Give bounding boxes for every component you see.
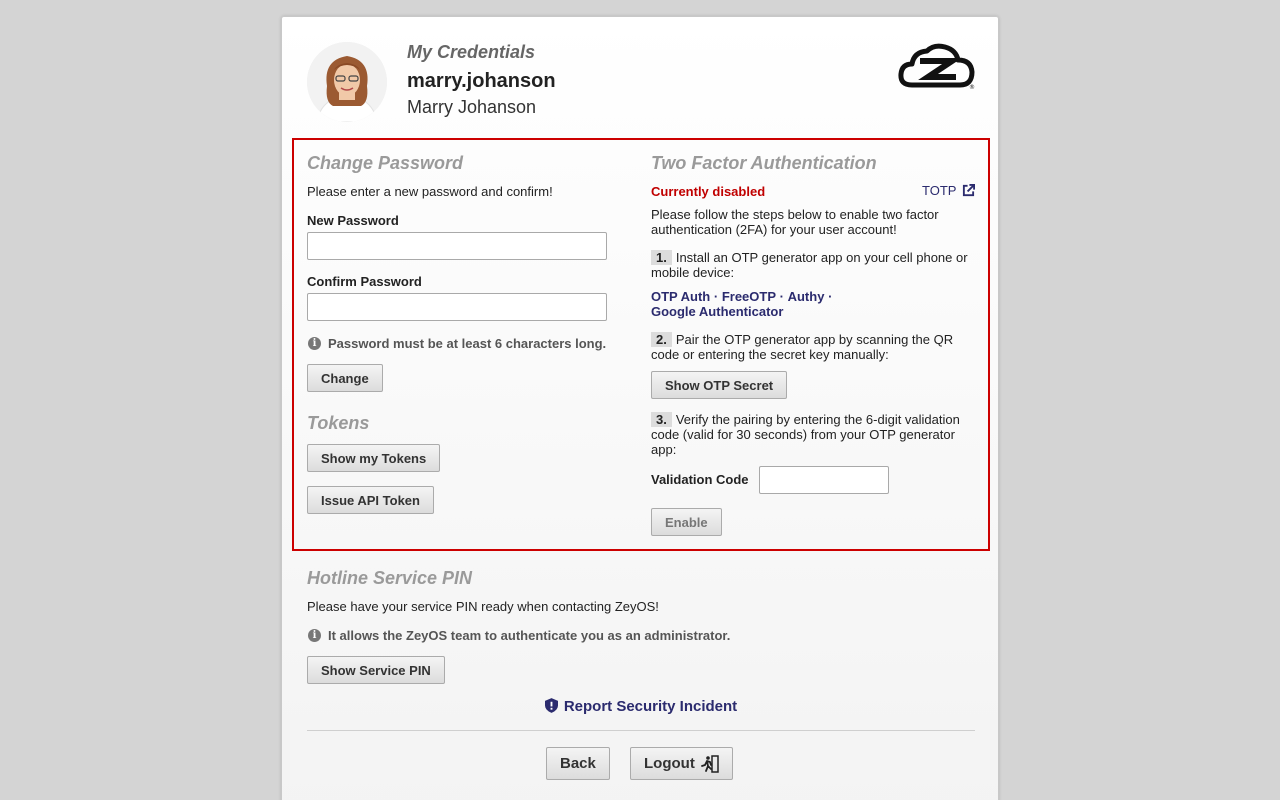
show-otp-secret-button[interactable]: Show OTP Secret [651, 371, 787, 399]
hotline-title: Hotline Service PIN [307, 568, 473, 588]
totp-link-label[interactable]: TOTP [922, 183, 957, 198]
step-1-text: Install an OTP generator app on your cell phone or mobile device: [651, 250, 968, 280]
change-password-button[interactable]: Change [307, 364, 383, 392]
step-2-number: 2. [651, 332, 672, 347]
app-separator: · [779, 289, 784, 304]
show-service-pin-button[interactable]: Show Service PIN [307, 656, 445, 684]
password-length-note-text: Password must be at least 6 characters long. [328, 336, 607, 351]
new-password-input[interactable] [307, 232, 607, 260]
validation-code-label: Validation Code [651, 472, 749, 487]
running-exit-icon [701, 755, 719, 773]
hotline-intro: Please have your service PIN ready when contacting ZeyOS! [307, 599, 659, 614]
confirm-password-input[interactable] [307, 293, 607, 321]
full-name: Marry Johanson [407, 97, 537, 117]
tokens-title: Tokens [307, 413, 370, 433]
step-2-text: Pair the OTP generator app by scanning the QR code or entering the secret key manually: [651, 332, 954, 362]
logout-button[interactable] [630, 747, 733, 780]
two-factor-intro: Please follow the steps below to enable two factor authentication (2FA) for your user account! [651, 207, 939, 237]
credentials-card [281, 16, 999, 800]
logout-button-label[interactable]: Logout [644, 755, 695, 772]
hotline-note [308, 628, 730, 643]
footer-divider [307, 730, 975, 731]
enable-2fa-button[interactable]: Enable [651, 508, 722, 536]
external-link-icon [962, 184, 975, 197]
avatar [307, 42, 387, 122]
step-3 [651, 412, 973, 457]
svg-text:®: ® [969, 84, 975, 91]
shield-icon [545, 698, 558, 713]
two-factor-title: Two Factor Authentication [651, 153, 877, 173]
zeyos-logo-icon [898, 41, 976, 91]
otp-auth-link[interactable]: OTP Auth [651, 289, 711, 304]
back-button[interactable]: Back [546, 747, 610, 780]
change-password-title: Change Password [307, 153, 464, 173]
freeotp-link[interactable]: FreeOTP [721, 289, 776, 304]
step-1 [651, 250, 971, 280]
report-security-incident-label[interactable]: Report Security Incident [563, 698, 738, 715]
validation-code-input[interactable] [759, 466, 889, 494]
confirm-password-label: Confirm Password [307, 274, 422, 289]
username: marry.johanson [407, 70, 556, 92]
new-password-label: New Password [307, 213, 399, 228]
info-icon: i [308, 629, 321, 642]
step-2 [651, 332, 971, 362]
password-length-note [308, 336, 606, 351]
issue-api-token-button[interactable]: Issue API Token [307, 486, 434, 514]
app-separator: · [828, 289, 833, 304]
hotline-note-text: It allows the ZeyOS team to authenticate you as an administrator. [328, 628, 731, 643]
step-3-number: 3. [651, 412, 672, 427]
report-security-incident-link[interactable] [282, 698, 1000, 715]
info-icon: i [308, 337, 321, 350]
totp-link[interactable] [922, 183, 975, 198]
show-tokens-button[interactable]: Show my Tokens [307, 444, 440, 472]
step-1-number: 1. [651, 250, 672, 265]
user-photo-icon [307, 42, 387, 122]
otp-app-links [651, 289, 971, 319]
step-3-text: Verify the pairing by entering the 6-digit validation code (valid for 30 seconds) from your OTP generator app: [651, 412, 960, 457]
google-authenticator-link[interactable]: Google Authenticator [651, 304, 784, 319]
change-password-intro: Please enter a new password and confirm! [307, 184, 553, 199]
page-subtitle: My Credentials [407, 42, 536, 62]
app-separator: · [713, 289, 719, 304]
authy-link[interactable]: Authy [787, 289, 825, 304]
two-factor-status: Currently disabled [651, 184, 766, 199]
